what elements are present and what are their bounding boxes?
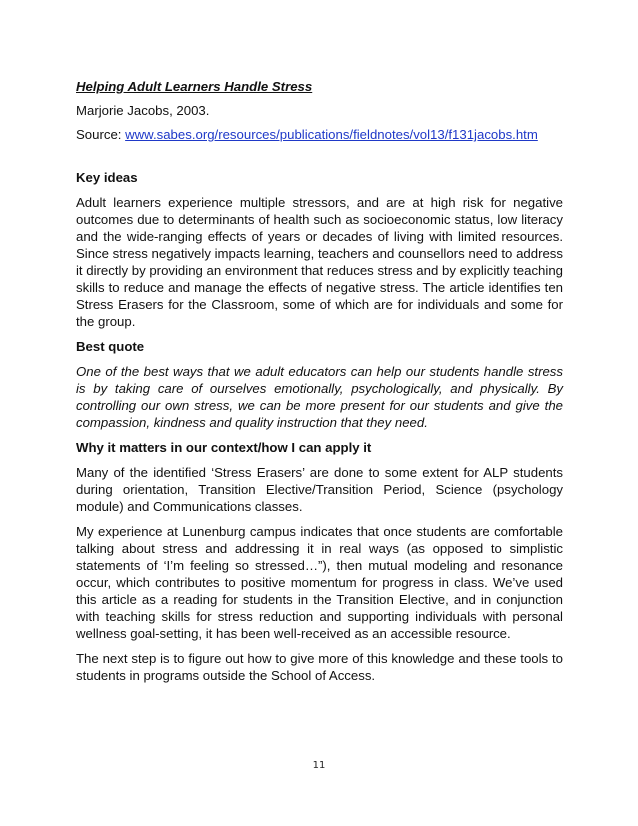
page-content xyxy=(76,78,563,692)
author-line: Marjorie Jacobs, 2003. xyxy=(76,103,210,118)
key-ideas-text: Adult learners experience multiple stressors, and are at high risk for negative outcomes due to determinants of health such as socioeconomic status, low literacy and the wide-ranging effects of years or decades of living with limited resources. Since stress negatively impacts learning, teachers and counsellors need to address it directly by providing an environment that reduces stress and by explicitly teaching skills to reduce and manage the effects of negative stress. The article identifies ten Stress Erasers for the Classroom, some of which are for individuals and some for the group. xyxy=(76,195,563,329)
why-it-matters-paragraph: My experience at Lunenburg campus indicates that once students are comfortable talking about stress and addressing it in real ways (as opposed to simplistic statements of ‘I’m feeling so stressed…”), then mutual modeling and resonance occur, which contributes to positive momentum for progress in class. We’ve used this article as a reading for students in the Transition Elective, and in conjunction with teaching skills for stress reduction and supporting individuals with personal wellness goal-setting, it has been well-received as an accessible resource. xyxy=(76,524,563,641)
best-quote-text: One of the best ways that we adult educators can help our students handle stress is by taking care of ourselves emotionally, psychologically, and physically. By controlling our own stress, we can be more present for our students and give the compassion, kindness and quality instruction that they need. xyxy=(76,364,563,430)
best-quote-heading: Best quote xyxy=(76,339,145,354)
source-link[interactable]: www.sabes.org/resources/publications/fieldnotes/vol13/f131jacobs.htm xyxy=(125,127,538,142)
why-it-matters-heading: Why it matters in our context/how I can apply it xyxy=(76,440,372,455)
why-it-matters-paragraph: The next step is to figure out how to give more of this knowledge and these tools to students in programs outside the School of Access. xyxy=(76,651,563,683)
source-label: Source: xyxy=(76,127,126,142)
source-line xyxy=(76,126,563,143)
key-ideas-heading: Key ideas xyxy=(76,170,138,185)
article-title: Helping Adult Learners Handle Stress xyxy=(76,79,313,94)
page-number: 11 xyxy=(312,760,326,771)
why-it-matters-paragraph: Many of the identified ‘Stress Erasers’ are done to some extent for ALP students during orientation, Transition Elective/Transition Period, Science (psychology module) and Communications classes. xyxy=(76,465,563,514)
